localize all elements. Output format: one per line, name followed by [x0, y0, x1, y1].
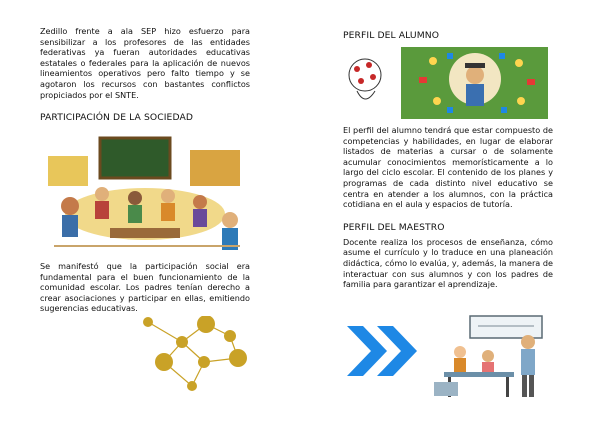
intro-paragraph: Zedillo frente a ala SEP hizo esfuerzo para sensibilizar a los profesores de las entidades federativas ya fueran autoridades educativas estatales o federales para la aplicación de nuevos lineamientos operativos pero falto tiempo y se agotaron los recursos con bastantes conflictos propiciados por el SNTE. [40, 26, 250, 100]
student-profile-illustration [343, 47, 548, 119]
heading-alumno: PERFIL DEL ALUMNO [343, 30, 440, 41]
classroom-illustration [40, 136, 250, 254]
right-column [343, 30, 553, 41]
maestro-paragraph: Docente realiza los procesos de enseñanza, cómo asume el currículo y lo traduce en una planeación didáctica, cómo lo evalúa, y, además, la manera de interactuar con sus alumnos y con los padres de familia para garantizar el aprendizaje. [343, 236, 553, 290]
teacher-illustration [430, 312, 550, 402]
left-column [40, 26, 250, 123]
heading-participacion: PARTICIPACIÓN DE LA SOCIEDAD [40, 112, 194, 124]
heading-maestro: PERFIL DEL MAESTRO [343, 221, 445, 233]
double-chevron-icon [345, 322, 425, 380]
alumno-paragraph: El perfil del alumno tendrá que estar compuesto de competencias y habilidades, en lugar de elaborar listados de materias a cursar o de solamente acumular conocimientos memorísticamente a lo largo del ciclo escolar. El contenido de los planes y programas de cada distinto nivel educativo se centra en atender a los alumnos, con la práctica cotidiana en el aula y espacios de tutoría. [343, 125, 553, 210]
participacion-paragraph: Se manifestó que la participación social era fundamental para el buen funcionamiento de la comunidad escolar. Los padres tenían derecho a crear asociaciones y participar en ellas, emitiendo sugerencias educativas. [40, 261, 250, 314]
alumno-block [343, 125, 553, 290]
network-diagram-icon [134, 316, 254, 392]
participacion-block [40, 261, 250, 314]
